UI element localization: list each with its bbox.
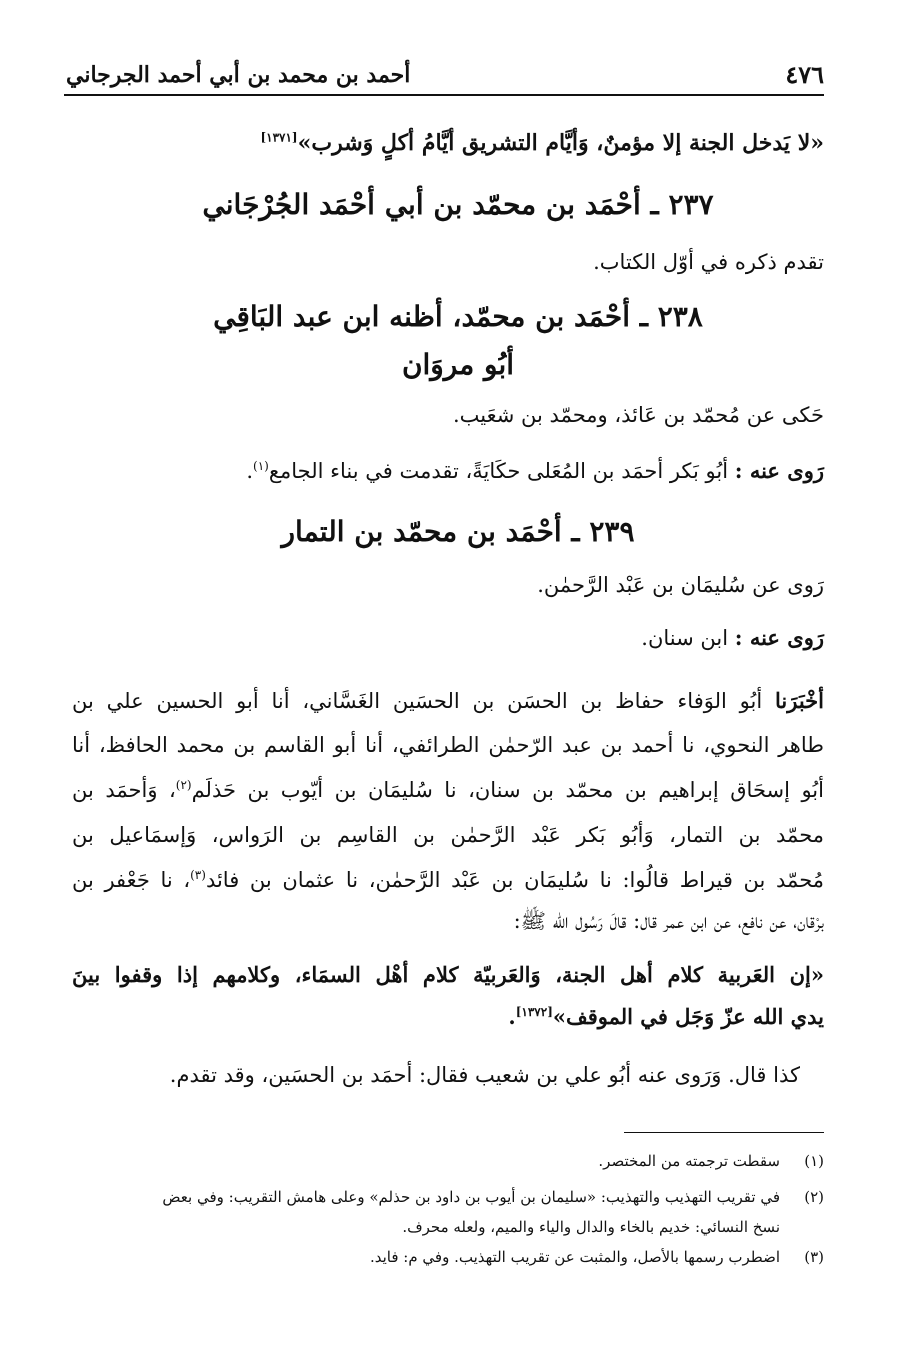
narrated-label: رَوى عنه :: [734, 625, 824, 650]
entry-238-kunya: أبُو مروَان: [401, 348, 515, 381]
hadith-2-line-2: يدي الله عزّ وَجَل في الموقف»[١٣٧٢].: [508, 1004, 824, 1029]
footnote-number: (٣): [804, 1248, 824, 1266]
hadith-1-text: «لا يَدخل الجنة إلا مؤمنٌ، وَأيَّام التشريق أيَّامُ أكلٍ وَشرب»: [297, 130, 824, 156]
isnad-line-3: أبُو إسحَاق إبراهيم بن محمّد بن سنان، نا سُليمَان بن أيّوب بن حَذلَم$^{(٢)}$، وَأحمَد بن: [72, 778, 824, 802]
footnote-1: [72, 1152, 824, 1170]
isnad-line-4: محمّد بن التمار، وَأبُو بَكر عَبْد الرَّحمٰن بن القاسِم بن الرَواس، وَإسمَاعيل بن: [72, 823, 824, 847]
footnote-2: [72, 1188, 824, 1206]
entry-237-heading: ٢٣٧ ـ أحْمَد بن محمّد بن أبي أحْمَد الجُرْجَاني: [202, 188, 714, 221]
hadith-1-ref: [١٣٧١]: [260, 130, 298, 145]
footnote-2-continuation: نسخ النسائي: خديم بالخاء والدال والياء والميم، ولعله محرف.: [402, 1218, 780, 1236]
footnote-mark-3: (٣): [190, 868, 206, 882]
footnote-text: اضطرب رسمها بالأصل، والمثبت عن تقريب التهذيب. وفي م: فايد.: [369, 1248, 780, 1266]
footnote-number: (٢): [804, 1188, 824, 1206]
page-number: ٤٧٦: [785, 60, 824, 89]
narrated-label: رَوى عنه :: [734, 458, 824, 483]
narrated-text: ابن سنان.: [641, 626, 729, 650]
entry-239-line-2: [641, 625, 824, 650]
entry-239-line-1: رَوى عن سُليمَان بن عَبْد الرَّحمٰن.: [537, 573, 824, 597]
footnote-text: في تقريب التهذيب والتهذيب: «سليمان بن أيوب بن داود بن حذلم» وعلى هامش التقريب: وفي بعض: [162, 1188, 780, 1206]
hadith-2-ref: [١٣٧٢]: [515, 1005, 553, 1019]
footnote-3: [72, 1248, 824, 1266]
narrated-text: أبُو بَكر أحمَد بن المُعَلى حكَايَةً، تقدمت في بناء الجامع: [268, 459, 729, 483]
entry-238-line-1: حَكى عن مُحمّد بن عَائذ، ومحمّد بن شعَيب.: [453, 403, 824, 427]
footnote-number: (١): [804, 1152, 824, 1170]
running-title: أحمد بن محمد بن أبي أحمد الجرجاني: [66, 62, 411, 88]
isnad-lead-word: أخْبَرَنا: [775, 688, 824, 713]
isnad-line-6: برْقان، عن نافع، عن ابن عمر قال: قالَ رَسُول الله ﷺ:: [513, 909, 824, 933]
entry-238-heading: ٢٣٨ ـ أحْمَد بن محمّد، أظنه ابن عبد البَاقِي: [213, 300, 703, 333]
entry-237-text: تقدم ذكره في أوّل الكتاب.: [593, 250, 824, 274]
header-rule: [64, 94, 824, 96]
entry-239-heading: ٢٣٩ ـ أحْمَد بن محمّد بن التمار: [281, 515, 635, 548]
isnad-line-2: طاهر النحوي، نا أحمد بن عبد الرّحمٰن الطرائفي، أنا أبو القاسم بن محمد الحافظ، أنا: [72, 733, 824, 757]
hadith-2-line-1: «إن العَربية كلام أهل الجنة، وَالعَربيّة كلام أهْل السمَاء، وكلامهم إذا وقفوا بينَ: [72, 962, 824, 987]
footnote-separator: [624, 1132, 824, 1133]
closing-line: كذا قال. وَرَوى عنه أبُو علي بن شعيب فقال: أحمَد بن الحسَين، وقد تقدم.: [169, 1063, 800, 1087]
page-header: [66, 52, 824, 96]
footnote-mark-1: (١): [253, 459, 269, 473]
footnote-text: سقطت ترجمته من المختصر.: [598, 1152, 780, 1170]
isnad-line-5: مُحمّد بن قيراط قالُوا: نا سُليمَان بن عَبْد الرَّحمٰن، نا عثمان بن فائد$^{(٣)}$، نا جَعْفر بن: [72, 868, 824, 892]
isnad-line-1: أخْبَرَنا أبُو الوَفاء حفاظ بن الحسَن بن الحسَين الغَسَّاني، أنا أبو الحسين علي بن: [72, 688, 824, 713]
hadith-1-line: [260, 130, 824, 156]
entry-238-line-2: رَوى عنه : أبُو بَكر أحمَد بن المُعَلى حكَايَةً، تقدمت في بناء الجامع$^{(١)}$.: [246, 458, 824, 483]
footnote-mark-2: (٢): [175, 778, 192, 792]
